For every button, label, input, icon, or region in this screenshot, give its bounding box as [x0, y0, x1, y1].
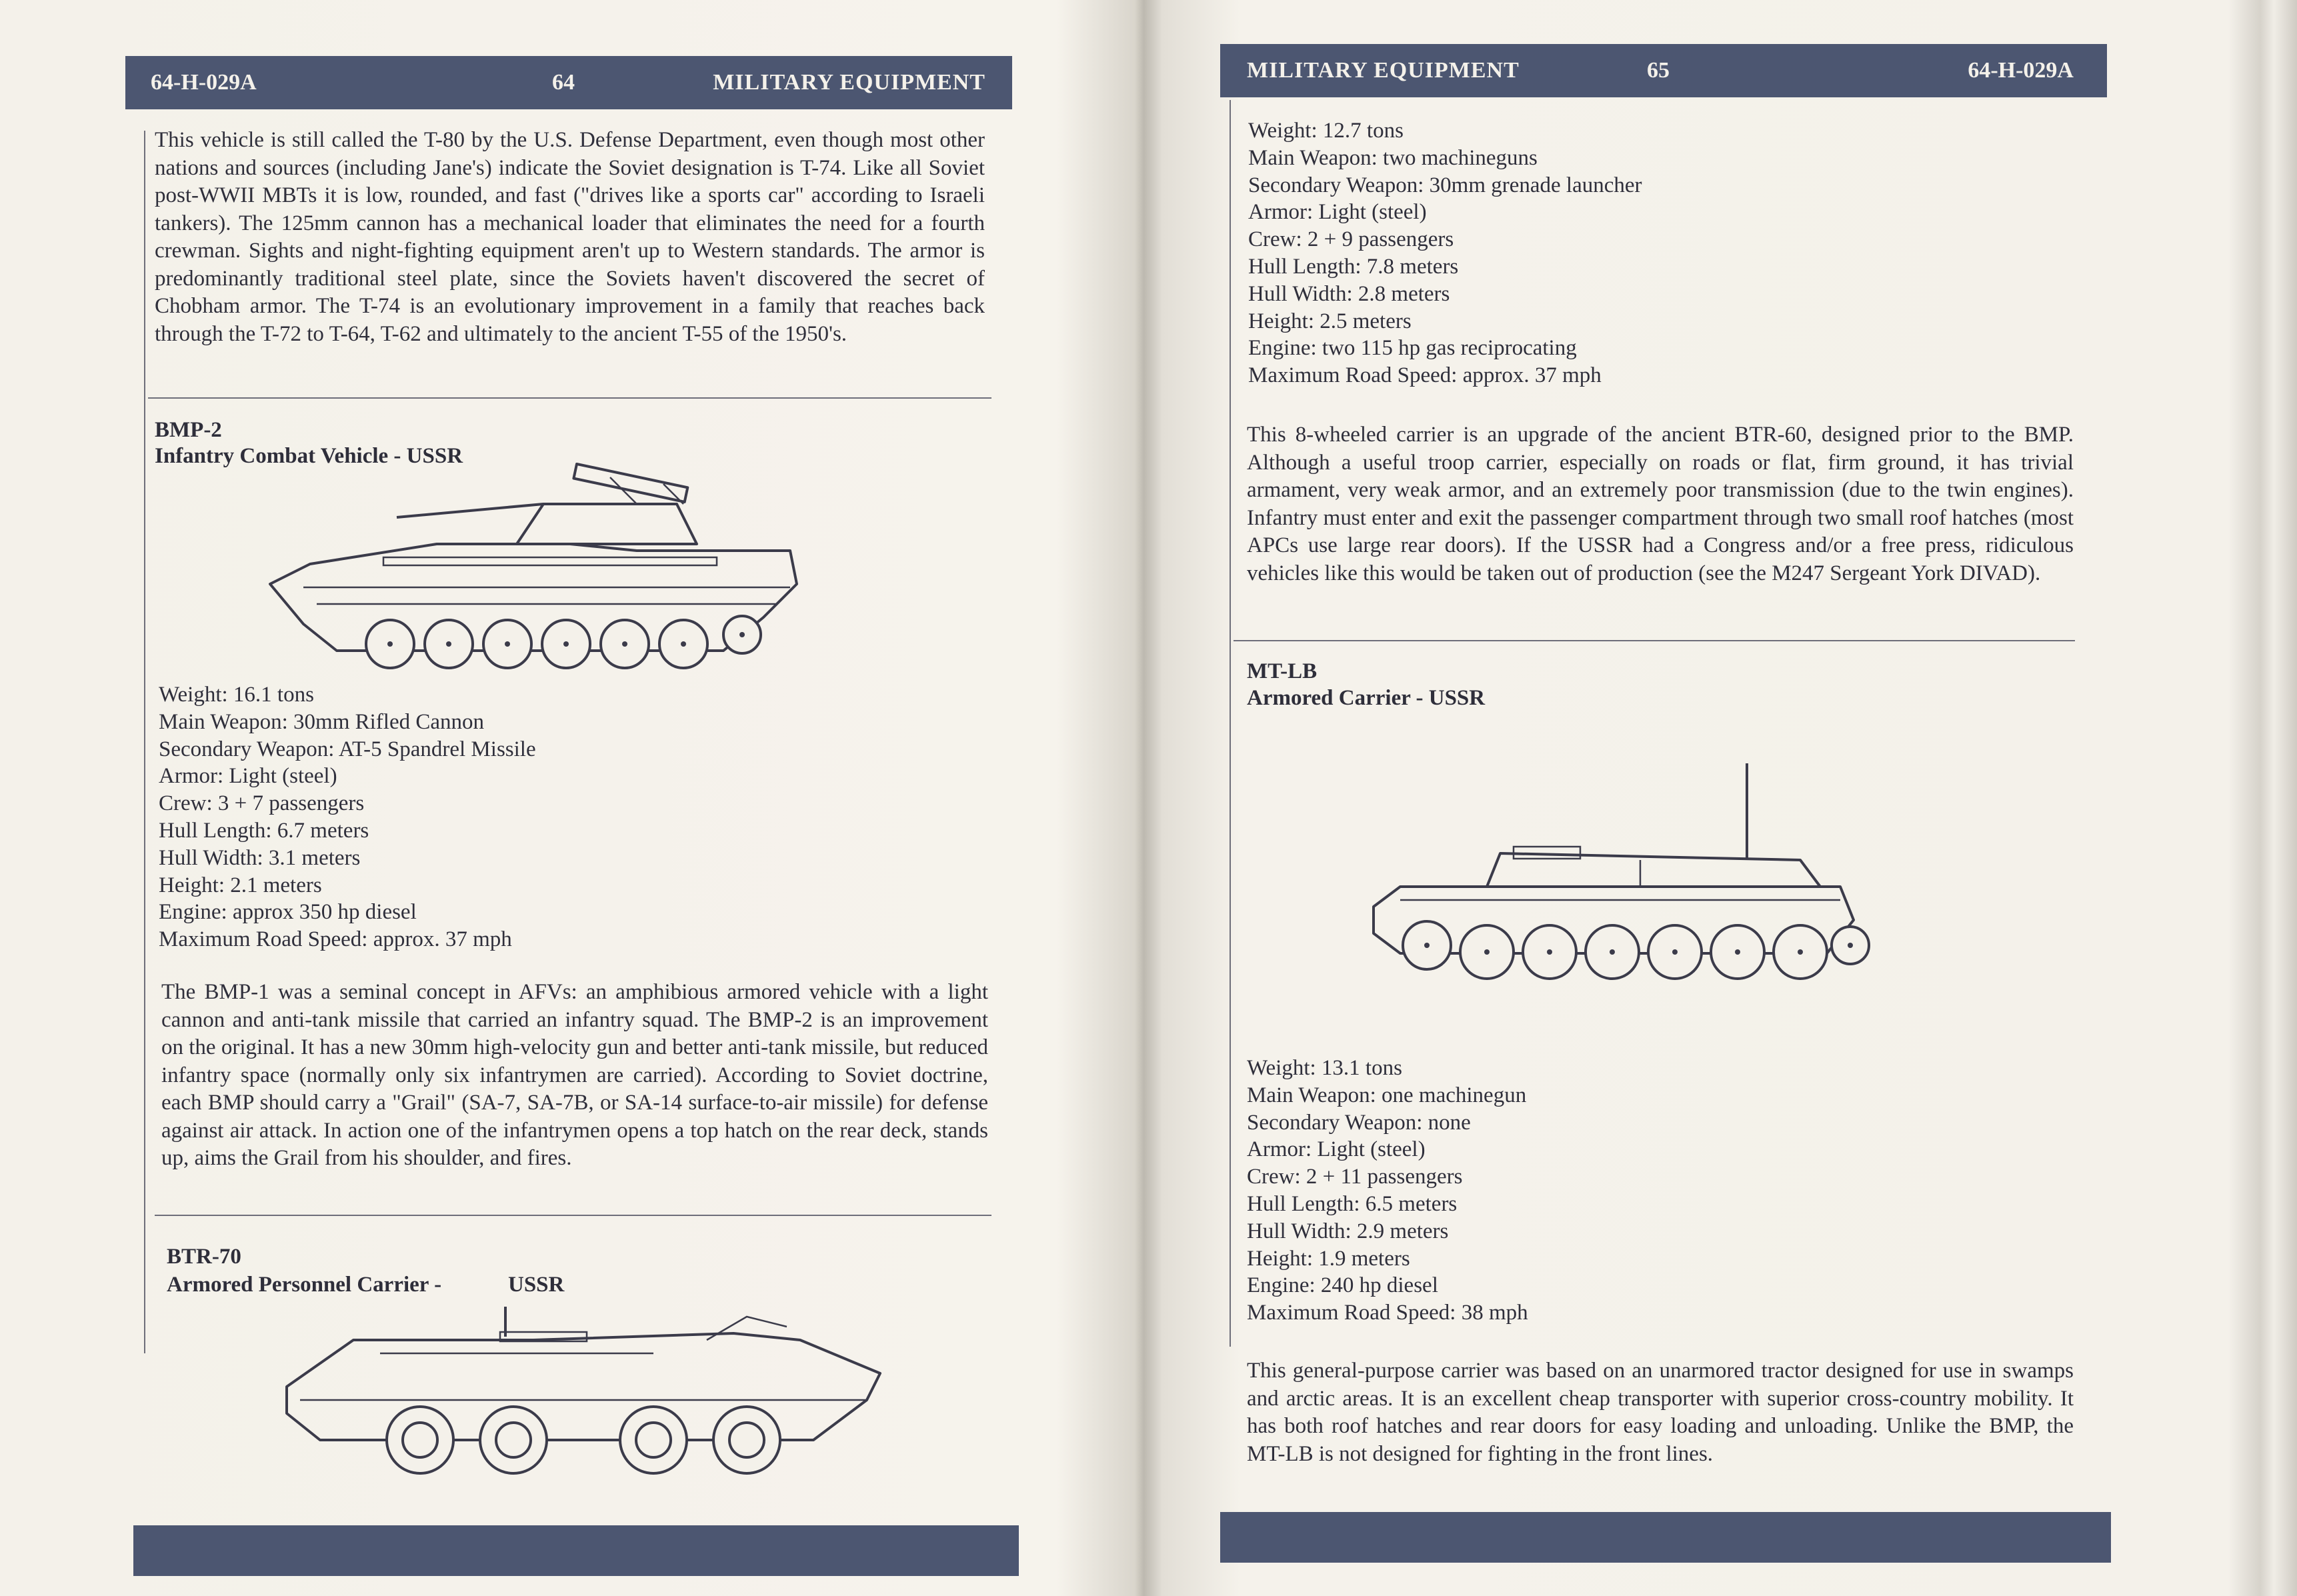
btr70-line-drawing [280, 1300, 893, 1493]
spec-line: Crew: 2 + 9 passengers [1248, 227, 1454, 252]
spec-line: Hull Length: 6.7 meters [159, 818, 369, 843]
spec-line: Secondary Weapon: AT-5 Spandrel Missile [159, 737, 536, 761]
bmp2-line-drawing [263, 451, 810, 677]
left-margin-rule [144, 131, 145, 1353]
bmp2-spec-list [159, 681, 536, 953]
btr70-type: Armored Personnel Carrier - [167, 1273, 442, 1297]
spec-line: Hull Width: 2.9 meters [1247, 1219, 1449, 1243]
btr70-spec-list [1248, 117, 1642, 389]
right-page [1147, 0, 2240, 1596]
mtlb-name: MT-LB [1247, 659, 1318, 683]
header-code: 64-H-029A [1968, 58, 2074, 83]
spec-line: Main Weapon: 30mm Rifled Cannon [159, 709, 485, 734]
spec-line: Main Weapon: two machineguns [1248, 145, 1538, 170]
right-margin-rule [1230, 100, 1231, 1347]
spec-line: Engine: 240 hp diesel [1247, 1273, 1438, 1298]
spec-line: Armor: Light (steel) [1248, 200, 1427, 225]
spec-line: Hull Width: 3.1 meters [159, 845, 361, 870]
spec-line: Height: 2.1 meters [159, 873, 322, 897]
left-page [0, 0, 1100, 1596]
spec-line: Weight: 13.1 tons [1247, 1056, 1402, 1080]
header-section: MILITARY EQUIPMENT [713, 70, 985, 95]
spec-line: Engine: approx 350 hp diesel [159, 900, 417, 925]
left-page-footer-band [133, 1525, 1019, 1576]
spec-line: Weight: 12.7 tons [1248, 119, 1404, 143]
spec-line: Maximum Road Speed: 38 mph [1247, 1301, 1528, 1325]
intro-paragraph: This vehicle is still called the T-80 by the U.S. Defense Department, even though most other nations and sources (including Jane's) indicate the Soviet designation is T-74. Like all Soviet post-WWII MBTs it is low, rounded, and fast ("drives like a sports car" according to Israeli tankers). The 125mm cannon has a mechanical loader that eliminates the need for a fourth crewman. Sights and night-fighting equipment aren't up to Western standards. The armor is predominantly traditional steel plate, since the Soviets haven't discovered the secret of Chobham armor. The T-74 is an evolutionary improvement in a family that reaches back through the T-72 to T-64, T-62 and ultimately to the ancient T-55 of the 1950's. [155, 128, 985, 346]
bmp2-description: The BMP-1 was a seminal concept in AFVs: an amphibious armored vehicle with a light cannon and anti-tank missile that carried an infantry squad. The BMP-2 is an improvement on the original. It has a new 30mm high-velocity gun and better anti-tank missile, but reduced infantry space (normally only six infantrymen are carried). According to Soviet doctrine, each BMP should carry a "Grail" (SA-7, SA-7B, or SA-14 surface-to-air missile) for defense against air attack. In action one of the infantrymen opens a top hatch on the rear deck, stands up, aims the Grail from his shoulder, and fires. [161, 980, 988, 1170]
spec-line: Crew: 3 + 7 passengers [159, 791, 365, 816]
spec-line: Armor: Light (steel) [1247, 1137, 1426, 1162]
spec-line: Secondary Weapon: none [1247, 1110, 1471, 1135]
spec-line: Crew: 2 + 11 passengers [1247, 1165, 1463, 1189]
spec-line: Main Weapon: one machinegun [1247, 1083, 1527, 1107]
header-section: MILITARY EQUIPMENT [1247, 58, 1520, 83]
spec-line: Armor: Light (steel) [159, 764, 337, 789]
spec-line: Maximum Road Speed: approx. 37 mph [1248, 363, 1602, 388]
spec-line: Height: 2.5 meters [1248, 309, 1412, 333]
bmp2-name: BMP-2 [155, 418, 222, 442]
section-divider [155, 1215, 991, 1216]
mtlb-description: This general-purpose carrier was based on an unarmored tractor designed for use in swamps and arctic areas. It is an excellent cheap transporter with superior cross-country mobility. It has both roof hatches and rear doors for easy loading and unloading. Unlike the BMP, the MT-LB is not designed for fighting in the front lines. [1247, 1359, 2074, 1466]
header-code: 64-H-029A [151, 70, 257, 95]
header-page-number: 65 [1647, 58, 1670, 83]
section-divider [148, 397, 991, 399]
left-page-header [125, 56, 1012, 109]
spec-line: Secondary Weapon: 30mm grenade launcher [1248, 173, 1642, 197]
btr70-description: This 8-wheeled carrier is an upgrade of the ancient BTR-60, designed prior to the BMP. Although a useful troop carrier, especially on roads or flat, firm ground, it has trivial armament, very weak armor, and an extremely poor transmission (due to the twin engines). Infantry must enter and exit the passenger compartment through two small roof hatches (most APCs use large rear doors). If the USSR had a Congress and/or a free press, ridiculous vehicles like this would be taken out of production (see the M247 Sergeant York DIVAD). [1247, 423, 2074, 585]
header-page-number: 64 [552, 70, 575, 95]
spec-line: Hull Length: 6.5 meters [1247, 1191, 1458, 1216]
btr70-origin: USSR [508, 1273, 565, 1297]
spec-line: Hull Width: 2.8 meters [1248, 281, 1450, 306]
spec-line: Weight: 16.1 tons [159, 683, 314, 707]
spec-line: Engine: two 115 hp gas reciprocating [1248, 336, 1577, 361]
section-divider [1234, 640, 2075, 641]
mtlb-spec-list [1247, 1055, 1528, 1327]
btr70-name: BTR-70 [167, 1245, 241, 1269]
mtlb-line-drawing [1360, 753, 1880, 980]
spec-line: Maximum Road Speed: approx. 37 mph [159, 927, 512, 952]
spec-line: Hull Length: 7.8 meters [1248, 254, 1459, 279]
bmp2-type: Infantry Combat Vehicle - USSR [155, 444, 463, 468]
mtlb-type: Armored Carrier - USSR [1247, 686, 1486, 710]
right-page-footer-band [1220, 1512, 2111, 1563]
spec-line: Height: 1.9 meters [1247, 1246, 1410, 1271]
right-page-header [1220, 44, 2107, 97]
